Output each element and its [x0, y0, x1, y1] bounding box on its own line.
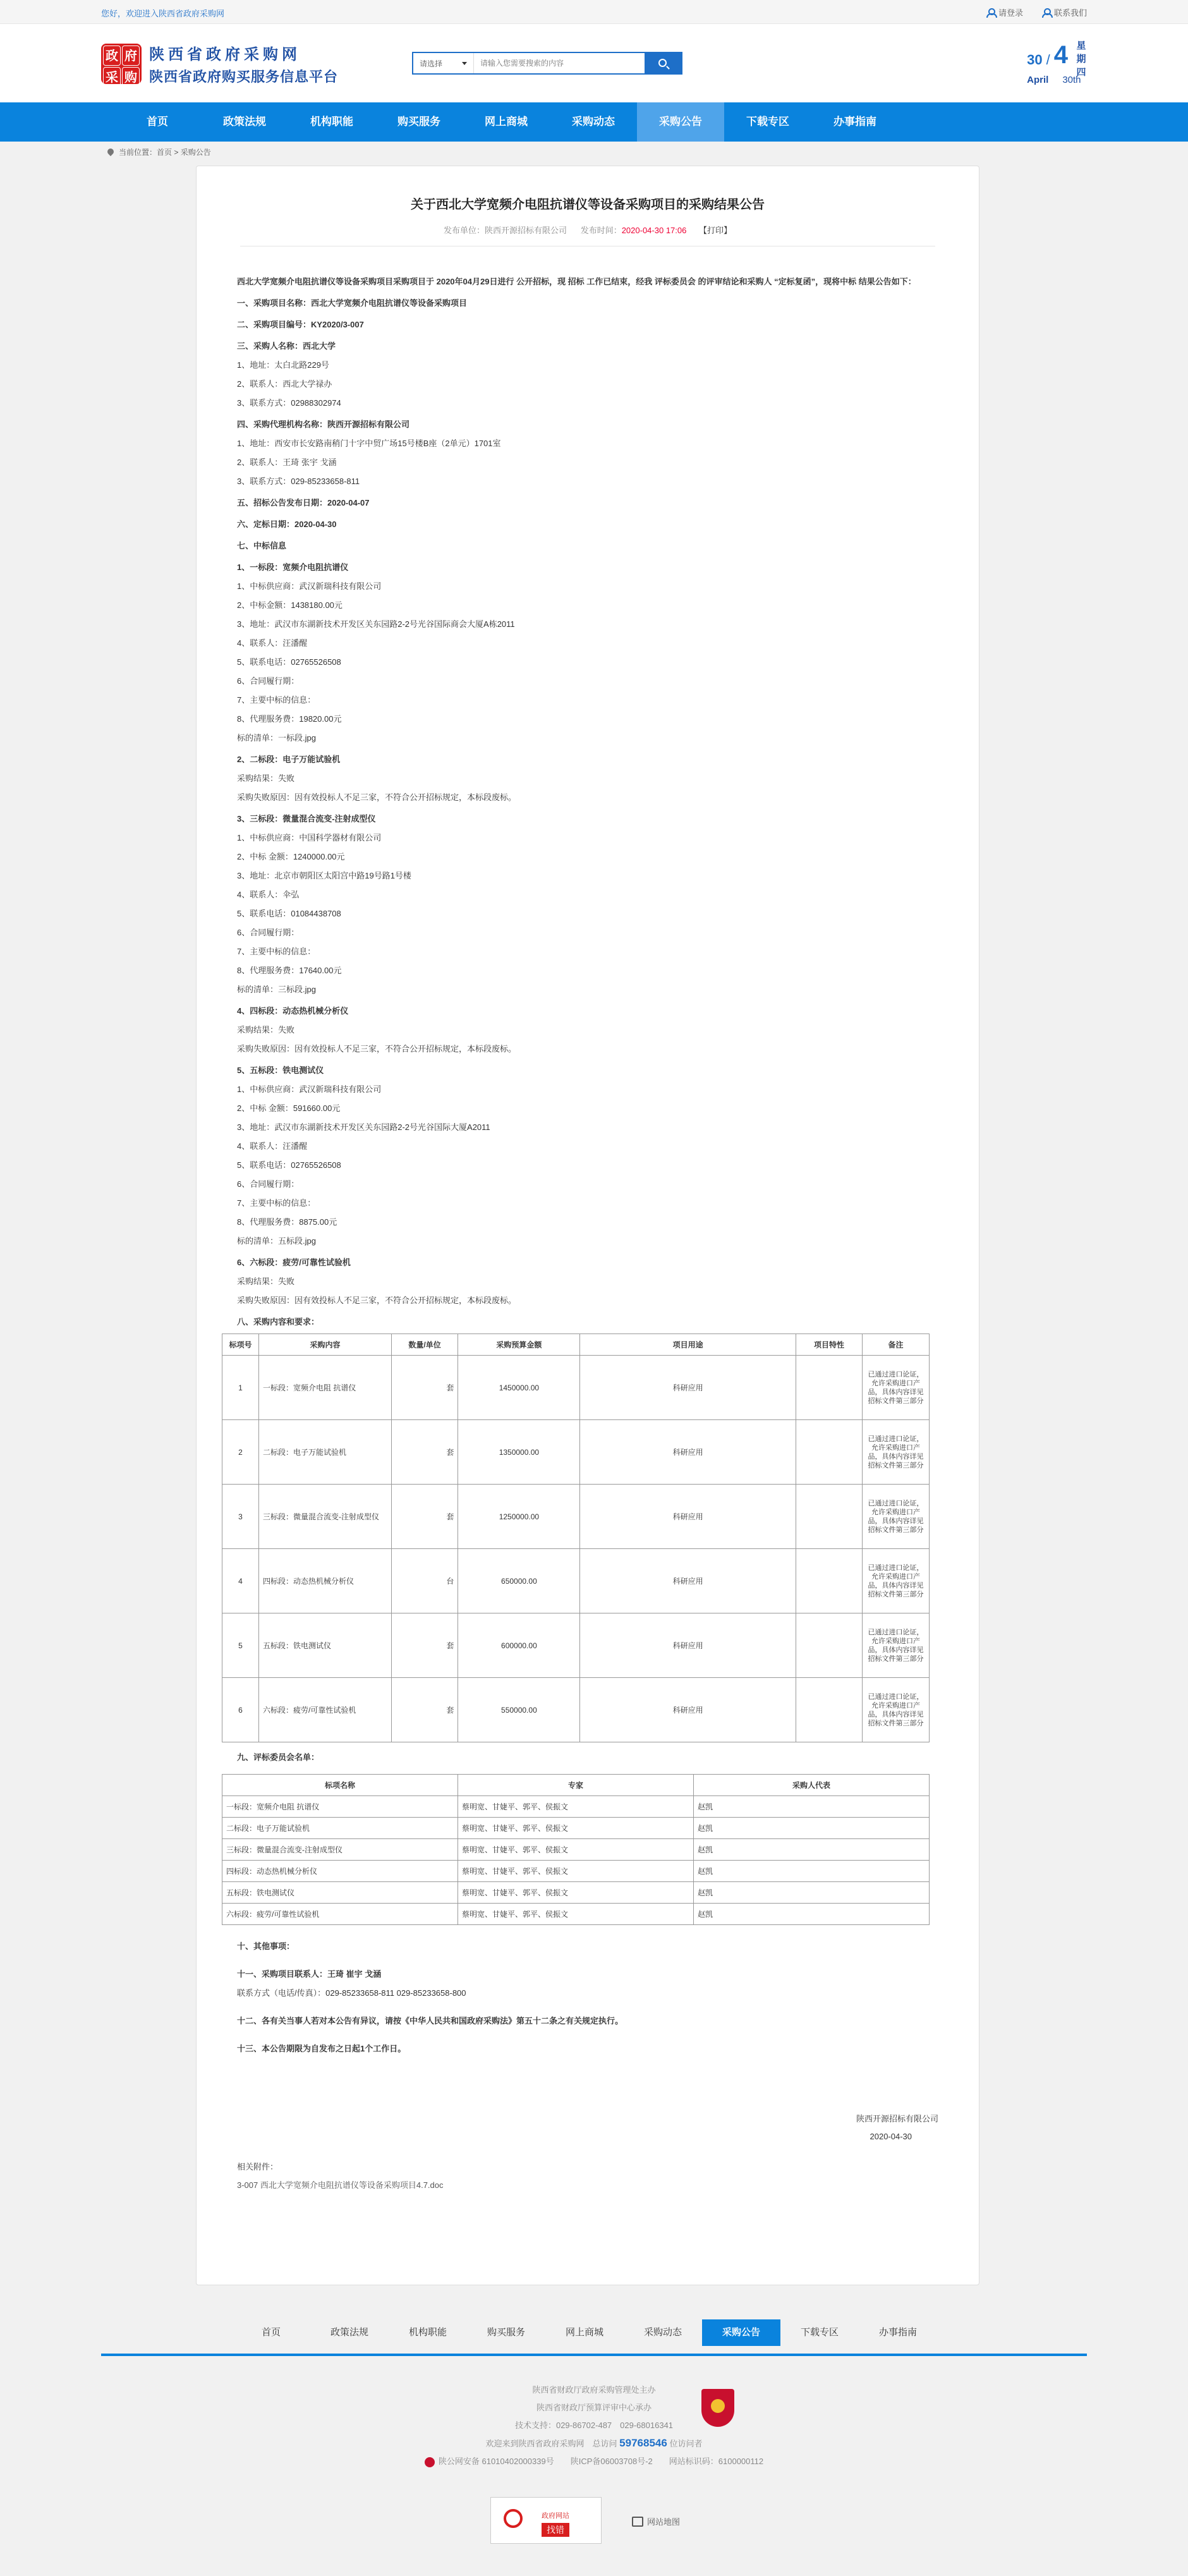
visit-count: 59768546 — [619, 2437, 667, 2449]
magnifier-icon — [504, 2509, 523, 2528]
lot-detail-line: 7、主要中标的信息： — [237, 947, 316, 956]
nav-guide[interactable]: 办事指南 — [833, 116, 876, 128]
sign-date: 2020-04-30 — [870, 2132, 912, 2141]
nav-org[interactable]: 机构职能 — [310, 116, 353, 128]
lot-detail-line: 8、代理服务费：17640.00元 — [237, 966, 342, 975]
table-cell: 六标段：疲劳/可靠性试验机 — [222, 1904, 458, 1925]
logo-char: 政 — [103, 46, 121, 66]
section-objection: 十二、各有关当事人若对本公告有异议，请按《中华人民共和国政府采购法》第五十二条之有关规定执行。 — [237, 2016, 624, 2026]
table-cell: 套 — [391, 1420, 458, 1485]
lot-detail-line: 7、主要中标的信息： — [237, 1198, 316, 1208]
section-award-info: 七、中标信息 — [237, 541, 287, 550]
lot-block — [237, 1064, 938, 1248]
table-cell: 科研应用 — [580, 1678, 796, 1742]
police-badge-icon — [425, 2457, 435, 2467]
lot-detail-line: 标的清单：五标段.jpg — [237, 1236, 316, 1246]
table-cell: 赵凯 — [694, 1861, 930, 1882]
party-emblem-icon — [701, 2389, 734, 2427]
table-cell: 蔡明宽、甘婕平、郭平、侯振文 — [458, 1861, 694, 1882]
table-cell: 6 — [222, 1678, 259, 1742]
lot-detail-line: 2、中标 金额：591660.00元 — [237, 1103, 341, 1113]
table-header-cell: 项目用途 — [580, 1334, 796, 1356]
attachments — [197, 2160, 979, 2190]
agency-detail-line: 3、联系方式：029-85233658-811 — [237, 477, 360, 486]
table-cell: 已通过进口论证，允许采购进口产品，具体内容详见招标文件第三部分 — [863, 1420, 930, 1485]
table-cell: 1250000.00 — [458, 1485, 580, 1549]
table-cell: 已通过进口论证，允许采购进口产品，具体内容详见招标文件第三部分 — [863, 1613, 930, 1678]
table-cell: 5 — [222, 1613, 259, 1678]
table-cell: 蔡明宽、甘婕平、郭平、侯振文 — [458, 1882, 694, 1904]
section-period: 十三、本公告期限为自发布之日起1个工作日。 — [237, 2044, 406, 2053]
contact-label[interactable]: 联系我们 — [1053, 8, 1087, 18]
table-cell: 已通过进口论证，允许采购进口产品，具体内容详见招标文件第三部分 — [863, 1678, 930, 1742]
site-title: 陕西省政府采购网 — [149, 46, 301, 63]
sign-org: 陕西开源招标有限公司 — [856, 2114, 938, 2123]
gov-site-error-badge[interactable] — [490, 2497, 602, 2544]
table-cell: 科研应用 — [580, 1356, 796, 1420]
time-label: 发布时间： — [580, 226, 622, 235]
breadcrumb-current[interactable]: 采购公告 — [180, 148, 211, 157]
lot-detail-line: 采购失败原因：因有效投标人不足三家，不符合公开招标规定，本标段废标。 — [237, 793, 517, 802]
table-cell: 套 — [391, 1356, 458, 1420]
table-cell: 已通过进口论证，允许采购进口产品，具体内容详见招标文件第三部分 — [863, 1549, 930, 1613]
section-project-no: 二、采购项目编号：KY2020/3-007 — [237, 320, 364, 329]
purchaser-detail-line: 2、联系人：西北大学禄办 — [237, 379, 332, 389]
lot-detail-line: 4、联系人：汪潘醒 — [237, 1141, 308, 1151]
breadcrumb-label: 当前位置： — [119, 148, 157, 157]
badge-title: 政府网站 — [542, 2512, 569, 2520]
table-cell: 一标段：宽频介电阻 抗谱仪 — [222, 1796, 458, 1818]
table-header-cell: 标项名称 — [222, 1775, 458, 1796]
signature — [197, 2112, 979, 2141]
committee-table — [222, 1774, 930, 1925]
table-cell: 1 — [222, 1356, 259, 1420]
publisher-label: 发布单位： — [443, 226, 485, 235]
table-cell: 已通过进口论证，允许采购进口产品，具体内容详见招标文件第三部分 — [863, 1485, 930, 1549]
section-project-name: 一、采购项目名称：西北大学宽频介电阻抗谱仪等设备采购项目 — [237, 298, 468, 308]
table-cell: 套 — [391, 1485, 458, 1549]
agency-details — [237, 437, 938, 488]
footer-support: 技术支持：029-86702-487 029-68016341 — [514, 2421, 674, 2430]
badge-action: 找错 — [542, 2523, 569, 2537]
lot-detail-line: 5、联系电话：01084438708 — [237, 909, 341, 918]
logo-char: 府 — [122, 46, 140, 66]
table-cell — [796, 1549, 862, 1613]
table-row — [222, 1678, 930, 1742]
table-cell: 一标段：宽频介电阻 抗谱仪 — [259, 1356, 392, 1420]
lot-detail-line: 1、中标供应商：中国科学器材有限公司 — [237, 833, 382, 842]
lot-detail-line: 3、地址：北京市朝阳区太阳宫中路19号路1号楼 — [237, 871, 411, 880]
purchaser-details — [237, 359, 938, 410]
section-award-date: 六、定标日期：2020-04-30 — [237, 519, 337, 529]
table-header-cell: 采购人代表 — [694, 1775, 930, 1796]
sitemap-link[interactable] — [632, 2515, 680, 2527]
table-header-row — [222, 1334, 930, 1356]
footer-nav-notice[interactable]: 采购公告 — [702, 2319, 780, 2346]
table-cell: 3 — [222, 1485, 259, 1549]
table-cell — [796, 1678, 862, 1742]
purchaser-detail-line: 3、联系方式：02988302974 — [237, 398, 341, 408]
table-row — [222, 1485, 930, 1549]
welcome-prefix: 您好，欢迎进入 — [101, 9, 159, 18]
table-cell: 已通过进口论证，允许采购进口产品，具体内容详见招标文件第三部分 — [863, 1356, 930, 1420]
welcome-site[interactable]: 陕西省政府采购网 — [159, 9, 225, 18]
table-cell: 赵凯 — [694, 1904, 930, 1925]
publish-time: 2020-04-30 17:06 — [621, 226, 687, 235]
table-cell: 科研应用 — [580, 1549, 796, 1613]
top-bar — [0, 0, 1188, 24]
print-button[interactable]: 【打印】 — [698, 226, 732, 235]
table-cell: 蔡明宽、甘婕平、郭平、侯振文 — [458, 1904, 694, 1925]
logo-char: 购 — [122, 67, 140, 87]
lot-title: 3、三标段：微量混合流变-注射成型仪 — [237, 814, 376, 823]
table-cell: 科研应用 — [580, 1420, 796, 1485]
location-pin-icon — [106, 147, 115, 156]
chevron-down-icon — [462, 62, 467, 68]
footer-info — [0, 2381, 1188, 2470]
agency-detail-line: 1、地址：西安市长安路南稍门十字中贸广场15号楼B座（2单元）1701室 — [237, 439, 501, 448]
search-category-select[interactable] — [413, 53, 474, 73]
lot-detail-line: 标的清单：一标段.jpg — [237, 733, 316, 743]
table-row — [222, 1420, 930, 1485]
table-cell: 四标段：动态热机械分析仪 — [222, 1861, 458, 1882]
requirements-table — [222, 1334, 930, 1742]
lot-detail-line: 6、合同履行期： — [237, 676, 300, 686]
section-committee: 九、评标委员会名单： — [237, 1753, 320, 1762]
table-cell: 1350000.00 — [458, 1420, 580, 1485]
footer-beian — [0, 2453, 1188, 2470]
visit-suffix: 位访问者 — [669, 2439, 703, 2448]
table-cell: 二标段：电子万能试验机 — [259, 1420, 392, 1485]
main-nav — [0, 102, 1188, 142]
table-row — [222, 1796, 930, 1818]
lot-detail-line: 6、合同履行期： — [237, 1179, 300, 1189]
date-slash: / — [1046, 52, 1050, 68]
footer-host: 陕西省财政厅政府采购管理处主办 — [532, 2385, 656, 2395]
table-cell: 二标段：电子万能试验机 — [222, 1818, 458, 1839]
attach-label: 相关附件： — [237, 2162, 279, 2172]
table-row — [222, 1549, 930, 1613]
month-en: April — [1027, 75, 1049, 85]
lot-block — [237, 813, 938, 996]
site-subtitle: 陕西省政府购买服务信息平台 — [149, 70, 339, 85]
lot-detail-line: 7、主要中标的信息： — [237, 695, 316, 705]
search-icon — [658, 59, 667, 67]
table-cell: 科研应用 — [580, 1485, 796, 1549]
lot-block — [237, 753, 938, 804]
table-cell: 600000.00 — [458, 1613, 580, 1678]
nav-download[interactable]: 下载专区 — [746, 116, 789, 128]
lot-title: 4、四标段：动态热机械分析仪 — [237, 1006, 349, 1016]
lot-detail-line: 2、中标 金额：1240000.00元 — [237, 852, 345, 861]
lot-detail-line: 1、中标供应商：武汉新瑞科技有限公司 — [237, 1084, 382, 1094]
table-header-cell: 专家 — [458, 1775, 694, 1796]
table-cell: 蔡明宽、甘婕平、郭平、侯振文 — [458, 1839, 694, 1861]
lot-detail-line: 3、地址：武汉市东湖新技术开发区关东园路2-2号光谷国际商会大厦A栋2011 — [237, 619, 515, 629]
table-cell: 550000.00 — [458, 1678, 580, 1742]
search-button[interactable] — [645, 53, 681, 73]
table-header-cell: 采购预算金额 — [458, 1334, 580, 1356]
table-header-cell: 标项号 — [222, 1334, 259, 1356]
lot-detail-line: 1、中标供应商：武汉新瑞科技有限公司 — [237, 581, 382, 591]
nav-home[interactable]: 首页 — [147, 116, 168, 128]
footer-line — [101, 2354, 1087, 2356]
date-day: 30 — [1027, 52, 1043, 68]
footer-nav-guide[interactable]: 办事指南 — [878, 2327, 917, 2338]
table-cell: 科研应用 — [580, 1613, 796, 1678]
date-weekday: 星期四 — [1076, 40, 1086, 78]
table-cell: 三标段：微量混合流变-注射成型仪 — [259, 1485, 392, 1549]
table-header-cell: 备注 — [863, 1334, 930, 1356]
footer-nav-service[interactable]: 购买服务 — [487, 2327, 525, 2338]
article-body — [197, 246, 979, 2055]
table-row — [222, 1904, 930, 1925]
user-icon — [986, 8, 995, 16]
lot-block — [237, 561, 938, 744]
logo-seal — [101, 44, 142, 84]
table-cell: 赵凯 — [694, 1818, 930, 1839]
nav-news[interactable]: 采购动态 — [572, 116, 615, 128]
lot-detail-line: 采购结果：失败 — [237, 774, 295, 783]
table-cell: 六标段：疲劳/可靠性试验机 — [259, 1678, 392, 1742]
logo-char: 采 — [103, 67, 121, 87]
table-row — [222, 1613, 930, 1678]
table-cell: 蔡明宽、甘婕平、郭平、侯振文 — [458, 1818, 694, 1839]
section-contact: 十一、采购项目联系人：王琦 崔宇 戈涵 — [237, 1969, 382, 1979]
welcome-text — [101, 7, 224, 19]
table-cell: 赵凯 — [694, 1882, 930, 1904]
beian-text[interactable]: 陕公网安备 61010402000339号 陕ICP备06003708号-2 网站标识码：6100000112 — [438, 2457, 764, 2466]
article-title: 关于西北大学宽频介电阻抗谱仪等设备采购项目的采购结果公告 — [411, 198, 765, 212]
footer-nav-home[interactable]: 首页 — [261, 2327, 281, 2338]
lot-detail-line: 5、联系电话：02765526508 — [237, 657, 341, 667]
breadcrumb-sep: > — [172, 148, 181, 157]
lot-title: 2、二标段：电子万能试验机 — [237, 755, 341, 764]
nav-service[interactable]: 购买服务 — [397, 116, 440, 128]
table-cell: 三标段：微量混合流变-注射成型仪 — [222, 1839, 458, 1861]
lot-detail-line: 采购失败原因：因有效投标人不足三家，不符合公开招标规定，本标段废标。 — [237, 1296, 517, 1305]
sitemap-label[interactable]: 网站地图 — [647, 2517, 681, 2527]
lot-detail-line: 3、地址：武汉市东湖新技术开发区关东园路2-2号光谷国际大厦A2011 — [237, 1122, 490, 1132]
section-notice-date: 五、招标公告发布日期：2020-04-07 — [237, 498, 370, 507]
date-widget — [1027, 39, 1087, 85]
lot-detail-line: 8、代理服务费：19820.00元 — [237, 714, 342, 724]
lot-detail-line: 4、联系人：汪潘醒 — [237, 638, 308, 648]
table-row — [222, 1882, 930, 1904]
footer-nav-policy[interactable]: 政策法规 — [330, 2327, 368, 2338]
article-meta — [197, 224, 979, 236]
purchaser-detail-line: 1、地址：太白北路229号 — [237, 360, 329, 370]
lot-detail-line: 5、联系电话：02765526508 — [237, 1160, 341, 1170]
intro-paragraph: 西北大学宽频介电阻抗谱仪等设备采购项目采购项目于 2020年04月29日进行 公开招标，现 招标 工作已结束，经我 评标委员会 的评审结论和采购人 “定标复函”，现将中标 结果公告如下： — [237, 277, 916, 286]
article-card — [196, 166, 979, 2285]
lot-detail-line: 采购结果：失败 — [237, 1277, 295, 1286]
table-row — [222, 1818, 930, 1839]
section-other: 十、其他事项： — [237, 1941, 295, 1951]
table-cell: 台 — [391, 1549, 458, 1613]
login-label[interactable]: 请登录 — [998, 8, 1023, 18]
contact-link[interactable] — [1042, 6, 1087, 18]
footer-nav-org[interactable]: 机构职能 — [408, 2327, 447, 2338]
attachment-link[interactable]: 3-007 西北大学宽频介电阻抗谱仪等设备采购项目4.7.doc — [237, 2180, 444, 2190]
footer-nav-news[interactable]: 采购动态 — [643, 2327, 682, 2338]
table-cell: 蔡明宽、甘婕平、郭平、侯振文 — [458, 1796, 694, 1818]
table-cell — [796, 1485, 862, 1549]
table-cell — [796, 1613, 862, 1678]
lot-block — [237, 1256, 938, 1307]
table-cell: 赵凯 — [694, 1796, 930, 1818]
footer-visits — [0, 2434, 1188, 2453]
lot-detail-line: 4、联系人：伞弘 — [237, 890, 300, 899]
table-header-row — [222, 1775, 930, 1796]
visit-prefix: 欢迎来到陕西省政府采购网 总访问 — [485, 2439, 617, 2448]
contact-icon — [1042, 8, 1050, 16]
table-header-cell: 采购内容 — [259, 1334, 392, 1356]
table-header-cell: 项目特性 — [796, 1334, 862, 1356]
contact-phone: 联系方式（电话/传真）：029-85233658-811 029-85233658-800 — [237, 1988, 466, 1998]
day-en: 30th — [1062, 75, 1081, 85]
section-agency: 四、采购代理机构名称：陕西开源招标有限公司 — [237, 420, 410, 429]
breadcrumb — [0, 142, 1188, 163]
lot-title: 6、六标段：疲劳/可靠性试验机 — [237, 1258, 351, 1267]
footer-nav — [0, 2319, 1188, 2356]
table-cell: 1450000.00 — [458, 1356, 580, 1420]
table-cell: 4 — [222, 1549, 259, 1613]
section-requirements: 八、采购内容和要求： — [237, 1317, 320, 1327]
lots-list — [237, 561, 938, 1307]
publisher: 陕西开源招标有限公司 — [485, 226, 567, 235]
lot-block — [237, 1005, 938, 1055]
lot-detail-line: 8、代理服务费：8875.00元 — [237, 1217, 337, 1227]
footer-nav-download[interactable]: 下载专区 — [800, 2327, 839, 2338]
search-select-label: 请选择 — [420, 59, 443, 68]
table-cell — [796, 1420, 862, 1485]
date-en — [1027, 75, 1081, 85]
breadcrumb-home[interactable]: 首页 — [157, 148, 173, 157]
table-cell: 五标段：铁电测试仪 — [259, 1613, 392, 1678]
table-cell — [796, 1356, 862, 1420]
footer-organizer: 陕西省财政厅预算评审中心承办 — [536, 2403, 652, 2412]
footer-nav-mall[interactable]: 网上商城 — [565, 2327, 603, 2338]
map-icon — [632, 2517, 643, 2527]
table-cell: 赵凯 — [694, 1839, 930, 1861]
lot-detail-line: 标的清单：三标段.jpg — [237, 985, 316, 994]
nav-policy[interactable]: 政策法规 — [223, 116, 266, 128]
table-cell: 五标段：铁电测试仪 — [222, 1882, 458, 1904]
table-row — [222, 1861, 930, 1882]
lot-detail-line: 采购结果：失败 — [237, 1025, 295, 1035]
table-header-cell: 数量/单位 — [391, 1334, 458, 1356]
nav-mall[interactable]: 网上商城 — [485, 116, 528, 128]
section-purchaser: 三、采购人名称：西北大学 — [237, 341, 336, 351]
table-cell: 四标段：动态热机械分析仪 — [259, 1549, 392, 1613]
date-month: 4 — [1053, 41, 1068, 69]
site-logo[interactable] — [101, 42, 338, 86]
lot-detail-line: 2、中标金额：1438180.00元 — [237, 600, 342, 610]
table-row — [222, 1356, 930, 1420]
table-cell: 套 — [391, 1613, 458, 1678]
search-bar — [412, 52, 682, 75]
table-row — [222, 1839, 930, 1861]
table-cell: 套 — [391, 1678, 458, 1742]
agency-detail-line: 2、联系人：王琦 张宇 戈涵 — [237, 458, 337, 467]
lot-detail-line: 6、合同履行期： — [237, 928, 300, 937]
lot-detail-line: 采购失败原因：因有效投标人不足三家，不符合公开招标规定，本标段废标。 — [237, 1044, 517, 1054]
nav-notice[interactable]: 采购公告 — [637, 102, 724, 142]
lot-title: 1、一标段：宽频介电阻抗谱仪 — [237, 562, 349, 572]
lot-title: 5、五标段：铁电测试仪 — [237, 1066, 324, 1075]
header — [0, 24, 1188, 102]
table-cell: 650000.00 — [458, 1549, 580, 1613]
login-link[interactable] — [986, 6, 1023, 18]
search-input[interactable] — [474, 53, 645, 73]
table-cell: 2 — [222, 1420, 259, 1485]
